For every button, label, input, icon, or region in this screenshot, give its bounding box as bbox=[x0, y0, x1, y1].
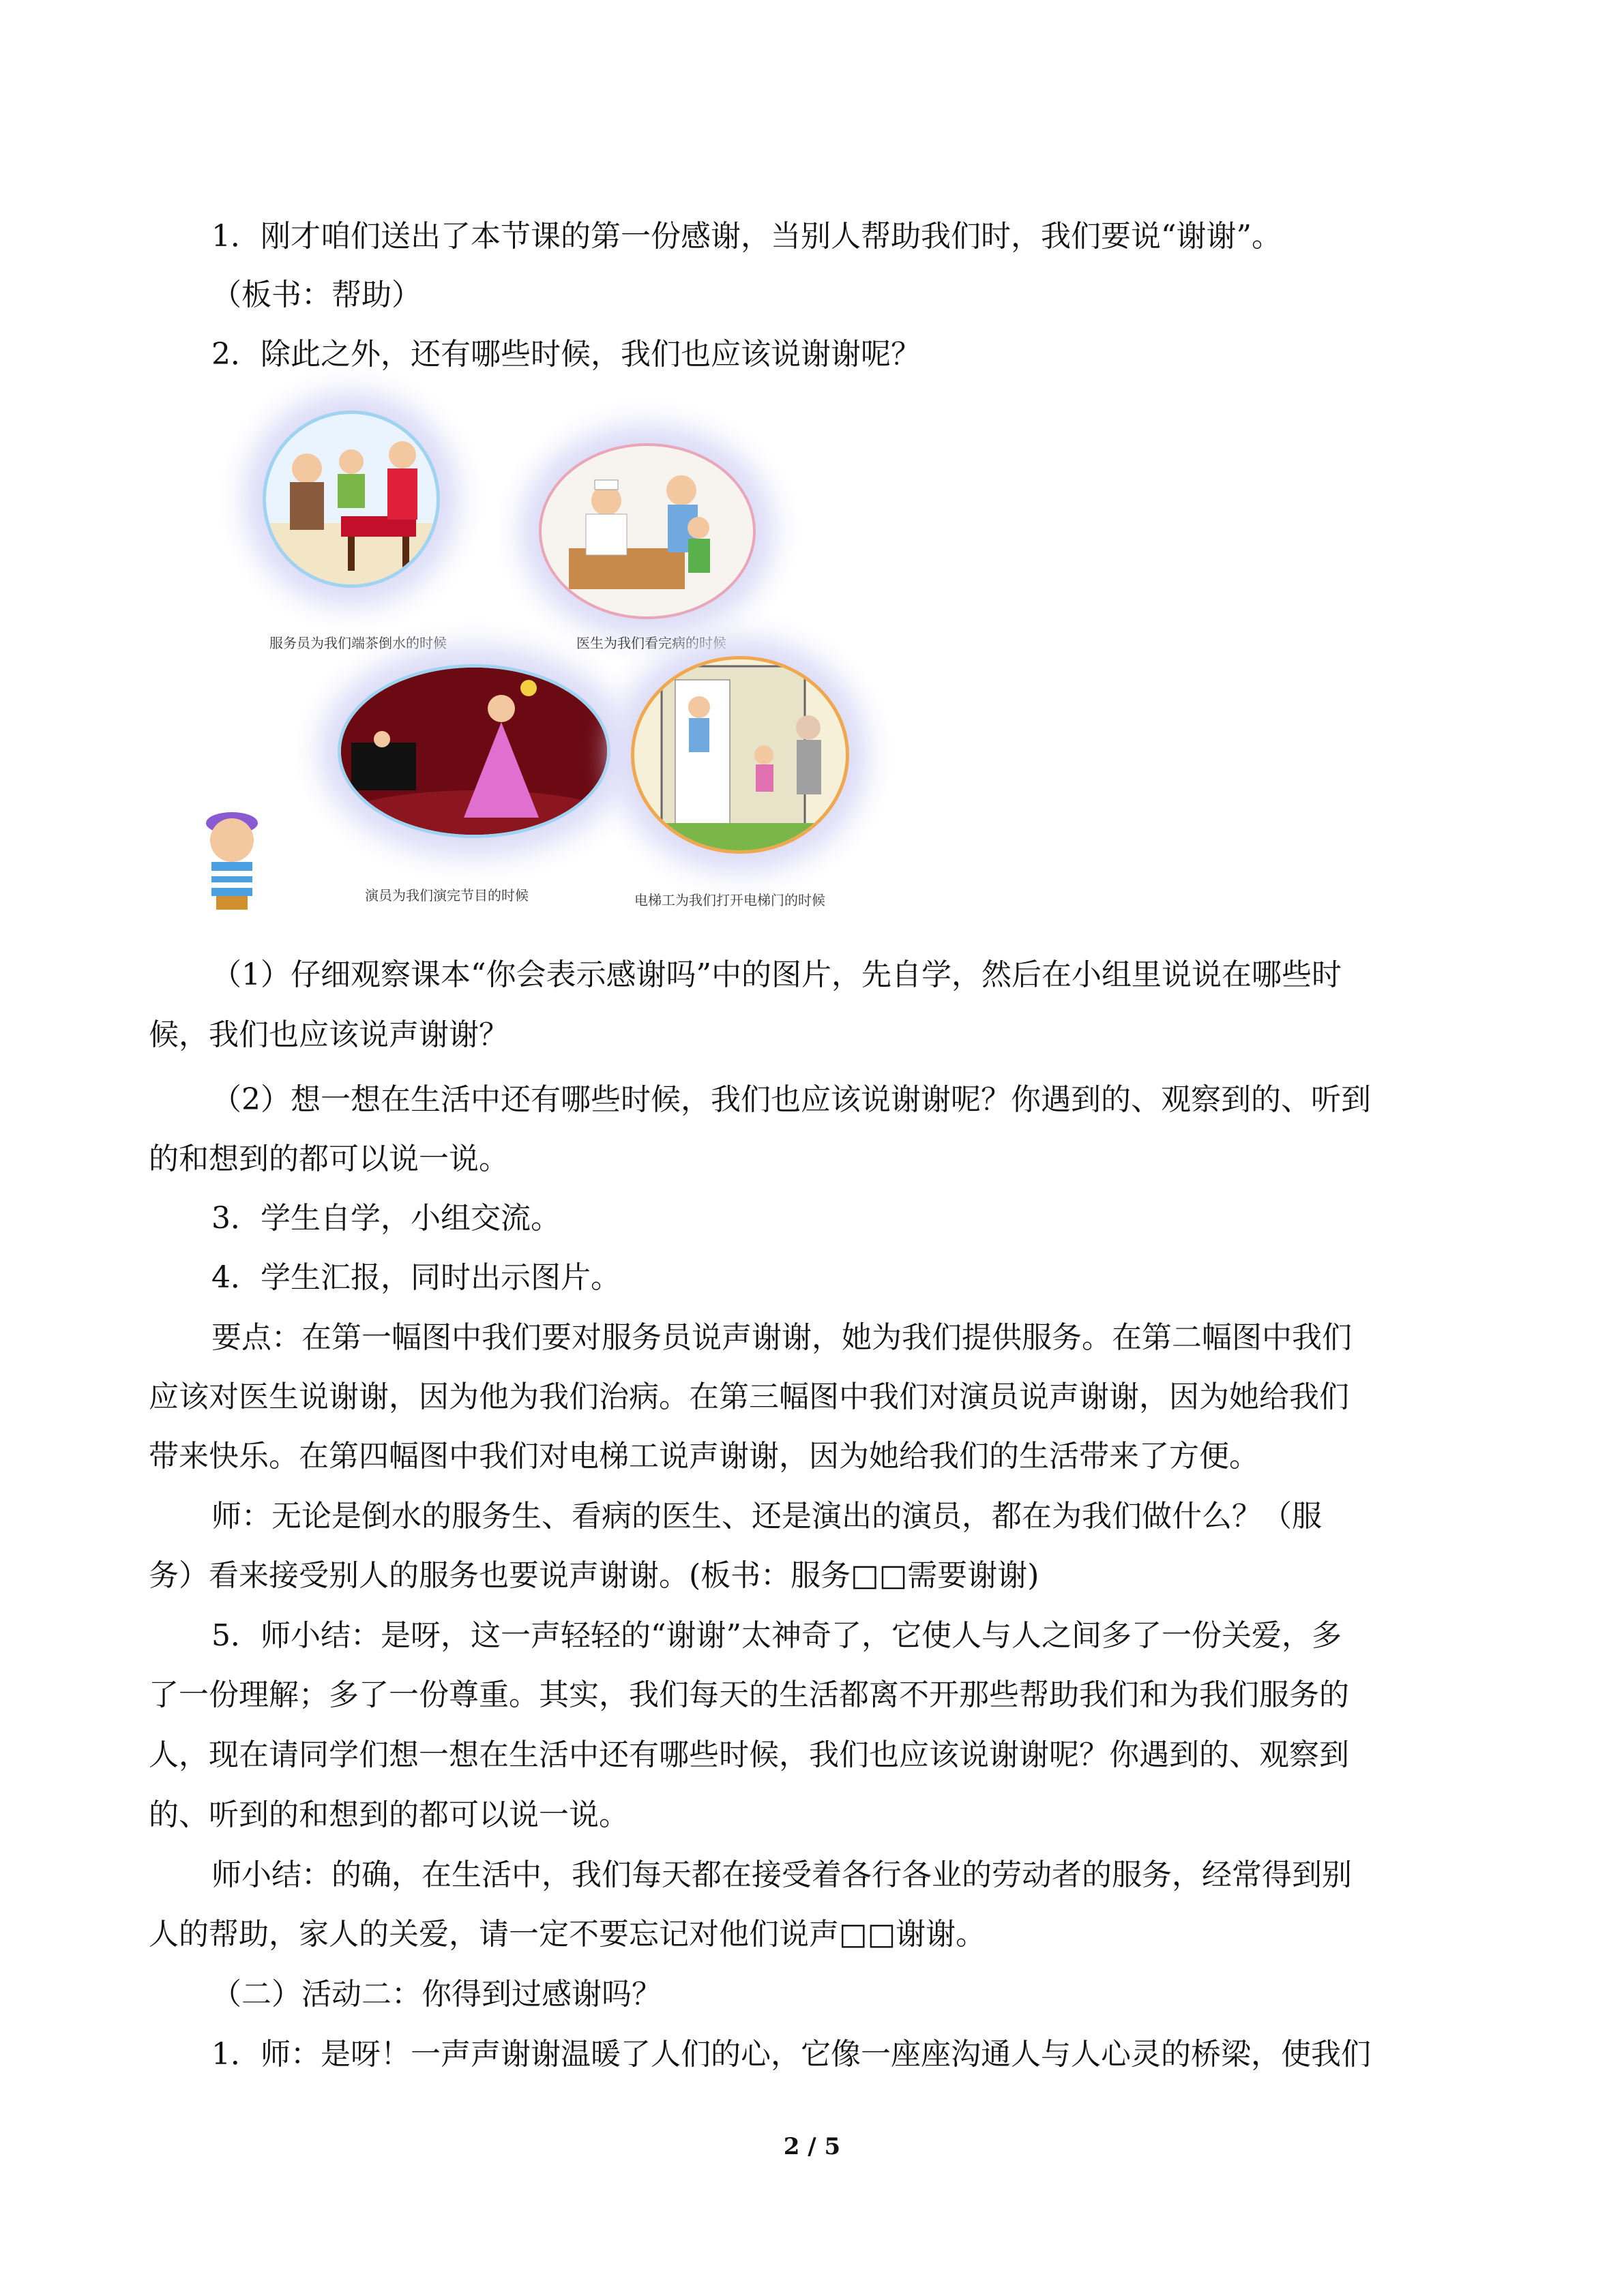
paragraph-line: 务）看来接受别人的服务也要说声谢谢。(板书：服务□□需要谢谢) bbox=[149, 1558, 1039, 1593]
paragraph-line: 5．师小结：是呀，这一声轻轻的“谢谢”太神奇了，它使人与人之间多了一份关爱，多 bbox=[211, 1618, 1342, 1653]
paragraph-line: 人，现在请同学们想一想在生活中还有哪些时候，我们也应该说谢谢呢？你遇到的、观察到 bbox=[149, 1738, 1349, 1772]
figure-caption: 演员为我们演完节目的时候 bbox=[365, 887, 529, 904]
paragraph-line: 应该对医生说谢谢，因为他为我们治病。在第三幅图中我们对演员说声谢谢，因为她给我们 bbox=[149, 1380, 1349, 1414]
paragraph-line: （板书：帮助） bbox=[211, 278, 422, 312]
paragraph-line: 要点：在第一幅图中我们要对服务员说声谢谢，她为我们提供服务。在第二幅图中我们 bbox=[211, 1320, 1352, 1355]
boy-illustration bbox=[188, 806, 276, 918]
paragraph-line: 4．学生汇报，同时出示图片。 bbox=[211, 1260, 621, 1295]
paragraph-line: 候，我们也应该说声谢谢？ bbox=[149, 1017, 509, 1052]
figure-caption: 医生为我们看完病的时候 bbox=[576, 635, 726, 651]
paragraph-line: 师小结：的确，在生活中，我们每天都在接受着各行各业的劳动者的服务，经常得到别 bbox=[211, 1858, 1352, 1892]
paragraph-line: 1．师：是呀！一声声谢谢温暖了人们的心，它像一座座沟通人与人心灵的桥梁，使我们 bbox=[211, 2037, 1371, 2072]
paragraph-line: 3．学生自学，小组交流。 bbox=[211, 1201, 561, 1236]
figure-caption: 服务员为我们端茶倒水的时候 bbox=[269, 635, 447, 651]
scene-doctor bbox=[539, 443, 756, 619]
figure-caption: 电梯工为我们打开电梯门的时候 bbox=[634, 892, 825, 908]
paragraph-line: 1．刚才咱们送出了本节课的第一份感谢，当别人帮助我们时，我们要说“谢谢”。 bbox=[211, 219, 1282, 254]
paragraph-line: 的、听到的和想到的都可以说一说。 bbox=[149, 1798, 629, 1832]
paragraph-line: 2．除此之外，还有哪些时候，我们也应该说谢谢呢？ bbox=[211, 337, 921, 372]
paragraph-line: 带来快乐。在第四幅图中我们对电梯工说声谢谢，因为她给我们的生活带来了方便。 bbox=[149, 1439, 1259, 1474]
paragraph-line: 的和想到的都可以说一说。 bbox=[149, 1142, 509, 1176]
scene-waitress bbox=[263, 411, 440, 588]
scene-performer bbox=[338, 664, 610, 838]
paragraph-line: （1）仔细观察课本“你会表示感谢吗”中的图片，先自学，然后在小组里说说在哪些时 bbox=[211, 957, 1342, 992]
illustration-figure bbox=[194, 397, 904, 915]
paragraph-line: 师：无论是倒水的服务生、看病的医生、还是演出的演员，都在为我们做什么？（服 bbox=[211, 1499, 1322, 1534]
paragraph-line: 人的帮助，家人的关爱，请一定不要忘记对他们说声□□谢谢。 bbox=[149, 1917, 986, 1952]
scene-elevator bbox=[631, 656, 849, 854]
section-heading: （二）活动二：你得到过感谢吗？ bbox=[211, 1977, 662, 2012]
paragraph-line: （2）想一想在生活中还有哪些时候，我们也应该说谢谢呢？你遇到的、观察到的、听到 bbox=[211, 1082, 1371, 1117]
paragraph-line: 了一份理解；多了一份尊重。其实，我们每天的生活都离不开那些帮助我们和为我们服务的 bbox=[149, 1678, 1349, 1712]
page-number: 2 / 5 bbox=[783, 2133, 841, 2160]
